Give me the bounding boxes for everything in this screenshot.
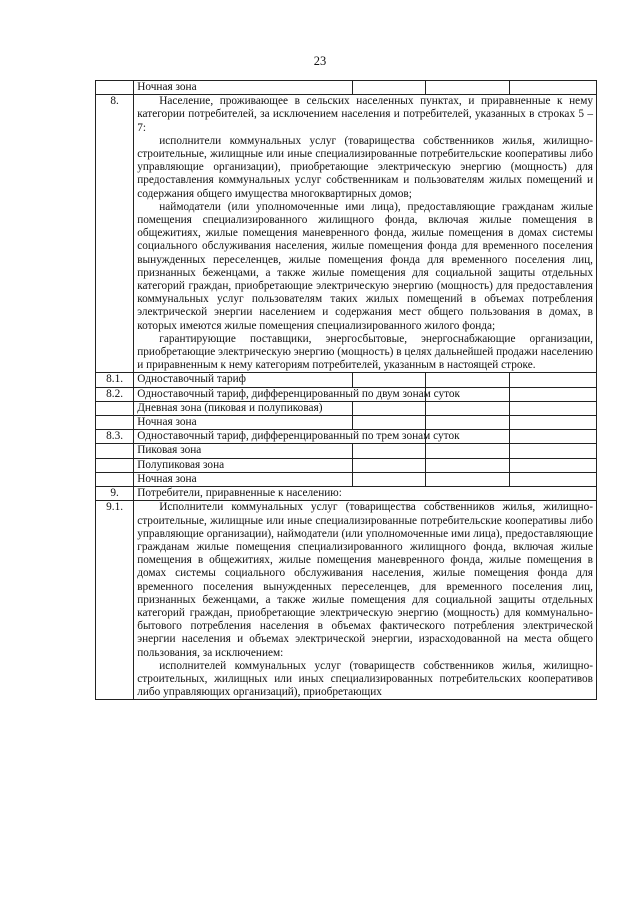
row-description [134,501,597,700]
value-cell [353,416,425,430]
paragraph: наймодатели (или уполномоченные ими лица), предоставляющие гражданам жилые помещения специализированного жилищного фонда, включая жилые помещения в общежитиях, жилые помещения маневренного фонда, жилые помещения в домах системы социального обслуживания населения, жилые помещения фонда для временного поселения вынужденных переселенцев, жилые помещения фонда для временного поселения лиц, признанных беженцами, а также жилые помещения для социальной защиты отдельных категорий граждан, приобретающие электрическую энергию (мощность) для предоставления коммунальных услуг пользователям таких жилых помещений в объемах потребления электрической энергии населением и содержания мест общего пользования в домах, в которых имеются жилые помещения специализированного жилого фонда; [137,200,593,332]
value-cell [353,401,425,415]
row-number [96,472,134,486]
value-cell [510,458,597,472]
row-label: Полупиковая зона [134,458,353,472]
row-label: Ночная зона [134,81,353,95]
value-cell [510,444,597,458]
row-number: 9.1. [96,501,134,700]
value-cell [425,416,510,430]
table-row [96,95,597,373]
paragraph: гарантирующие поставщики, энергосбытовые, энергоснабжающие организации, приобретающие электрическую энергию (мощность) в целях дальнейшей продажи населению и приравненным к нему категориям потребителей, указанным в настоящей строке. [137,332,593,372]
value-cell [353,458,425,472]
paragraph: исполнителей коммунальных услуг (товариществ собственников жилья, жилищно-строительных, жилищных или иных специализированных потребительских кооперативов либо управляющих организаций), приобретающих [137,659,593,699]
tariff-table-body [96,81,597,700]
row-label: Одноставочный тариф, дифференцированный по трем зонам суток [134,430,425,444]
table-row [96,487,597,501]
table-row [96,458,597,472]
table-row [96,373,597,387]
row-number: 8.2. [96,387,134,401]
value-cell [510,387,597,401]
value-cell [510,401,597,415]
row-label: Дневная зона (пиковая и полупиковая) [134,401,353,415]
paragraph: исполнители коммунальных услуг (товарищества собственников жилья, жилищно-строительные, жилищные или иные специализированные потребительские кооперативы либо управляющие организации), приобретающие электрическую энергию (мощность) для предоставления коммунальных услуг собственникам и пользователям жилых помещений и содержания общего имущества многоквартирных домов; [137,134,593,200]
table-row [96,430,597,444]
table-row [96,444,597,458]
value-cell [510,373,597,387]
value-cell [510,81,597,95]
value-cell [510,416,597,430]
paragraph: Исполнители коммунальных услуг (товарищества собственников жилья, жилищно-строительные, жилищные или иные специализированные потребительские кооперативы либо управляющие организации), наймодатели (или уполномоченные ими лица), предоставляющие гражданам жилые помещения специализированного жилищного фонда, включая жилые помещения в общежитиях, жилые помещения маневренного фонда, жилые помещения в домах системы социального обслуживания населения, жилые помещения фонда для временного поселения вынужденных переселенцев, для временного поселения лиц, признанных беженцами, а также жилые помещения для социальной защиты отдельных категорий граждан, приобретающие электрическую энергию (мощность) для коммунально-бытового потребления населения в объемах фактического потребления электрической энергии населения и объемах электрической энергии, израсходованной на места общего пользования, за исключением: [137,501,593,659]
table-row [96,401,597,415]
row-number: 8. [96,95,134,373]
table-row [96,501,597,700]
row-label: Одноставочный тариф [134,373,353,387]
row-number [96,444,134,458]
row-label: Ночная зона [134,416,353,430]
value-cell [353,373,425,387]
value-cell [425,444,510,458]
row-number [96,401,134,415]
value-cell [353,444,425,458]
row-label: Пиковая зона [134,444,353,458]
row-number: 8.1. [96,373,134,387]
value-cell [510,472,597,486]
value-cell [510,430,597,444]
row-label: Одноставочный тариф, дифференцированный по двум зонам суток [134,387,425,401]
page-number: 23 [313,54,327,68]
paragraph: Население, проживающее в сельских населенных пунктах, и приравненные к нему категории потребителей, за исключением населения и потребителей, указанных в строках 5 – 7: [137,95,593,134]
row-number [96,416,134,430]
row-number: 9. [96,487,134,501]
value-cell [425,472,510,486]
row-number [96,81,134,95]
row-label: Ночная зона [134,472,353,486]
table-row [96,387,597,401]
table-row [96,81,597,95]
row-label: Потребители, приравненные к населению: [134,487,597,501]
tariff-table [95,80,597,700]
table-row [96,416,597,430]
value-cell [425,401,510,415]
value-cell [425,81,510,95]
value-cell [425,458,510,472]
row-number [96,458,134,472]
row-description [134,95,597,373]
value-cell [353,81,425,95]
table-row [96,472,597,486]
value-cell [353,472,425,486]
row-number: 8.3. [96,430,134,444]
value-cell [425,373,510,387]
